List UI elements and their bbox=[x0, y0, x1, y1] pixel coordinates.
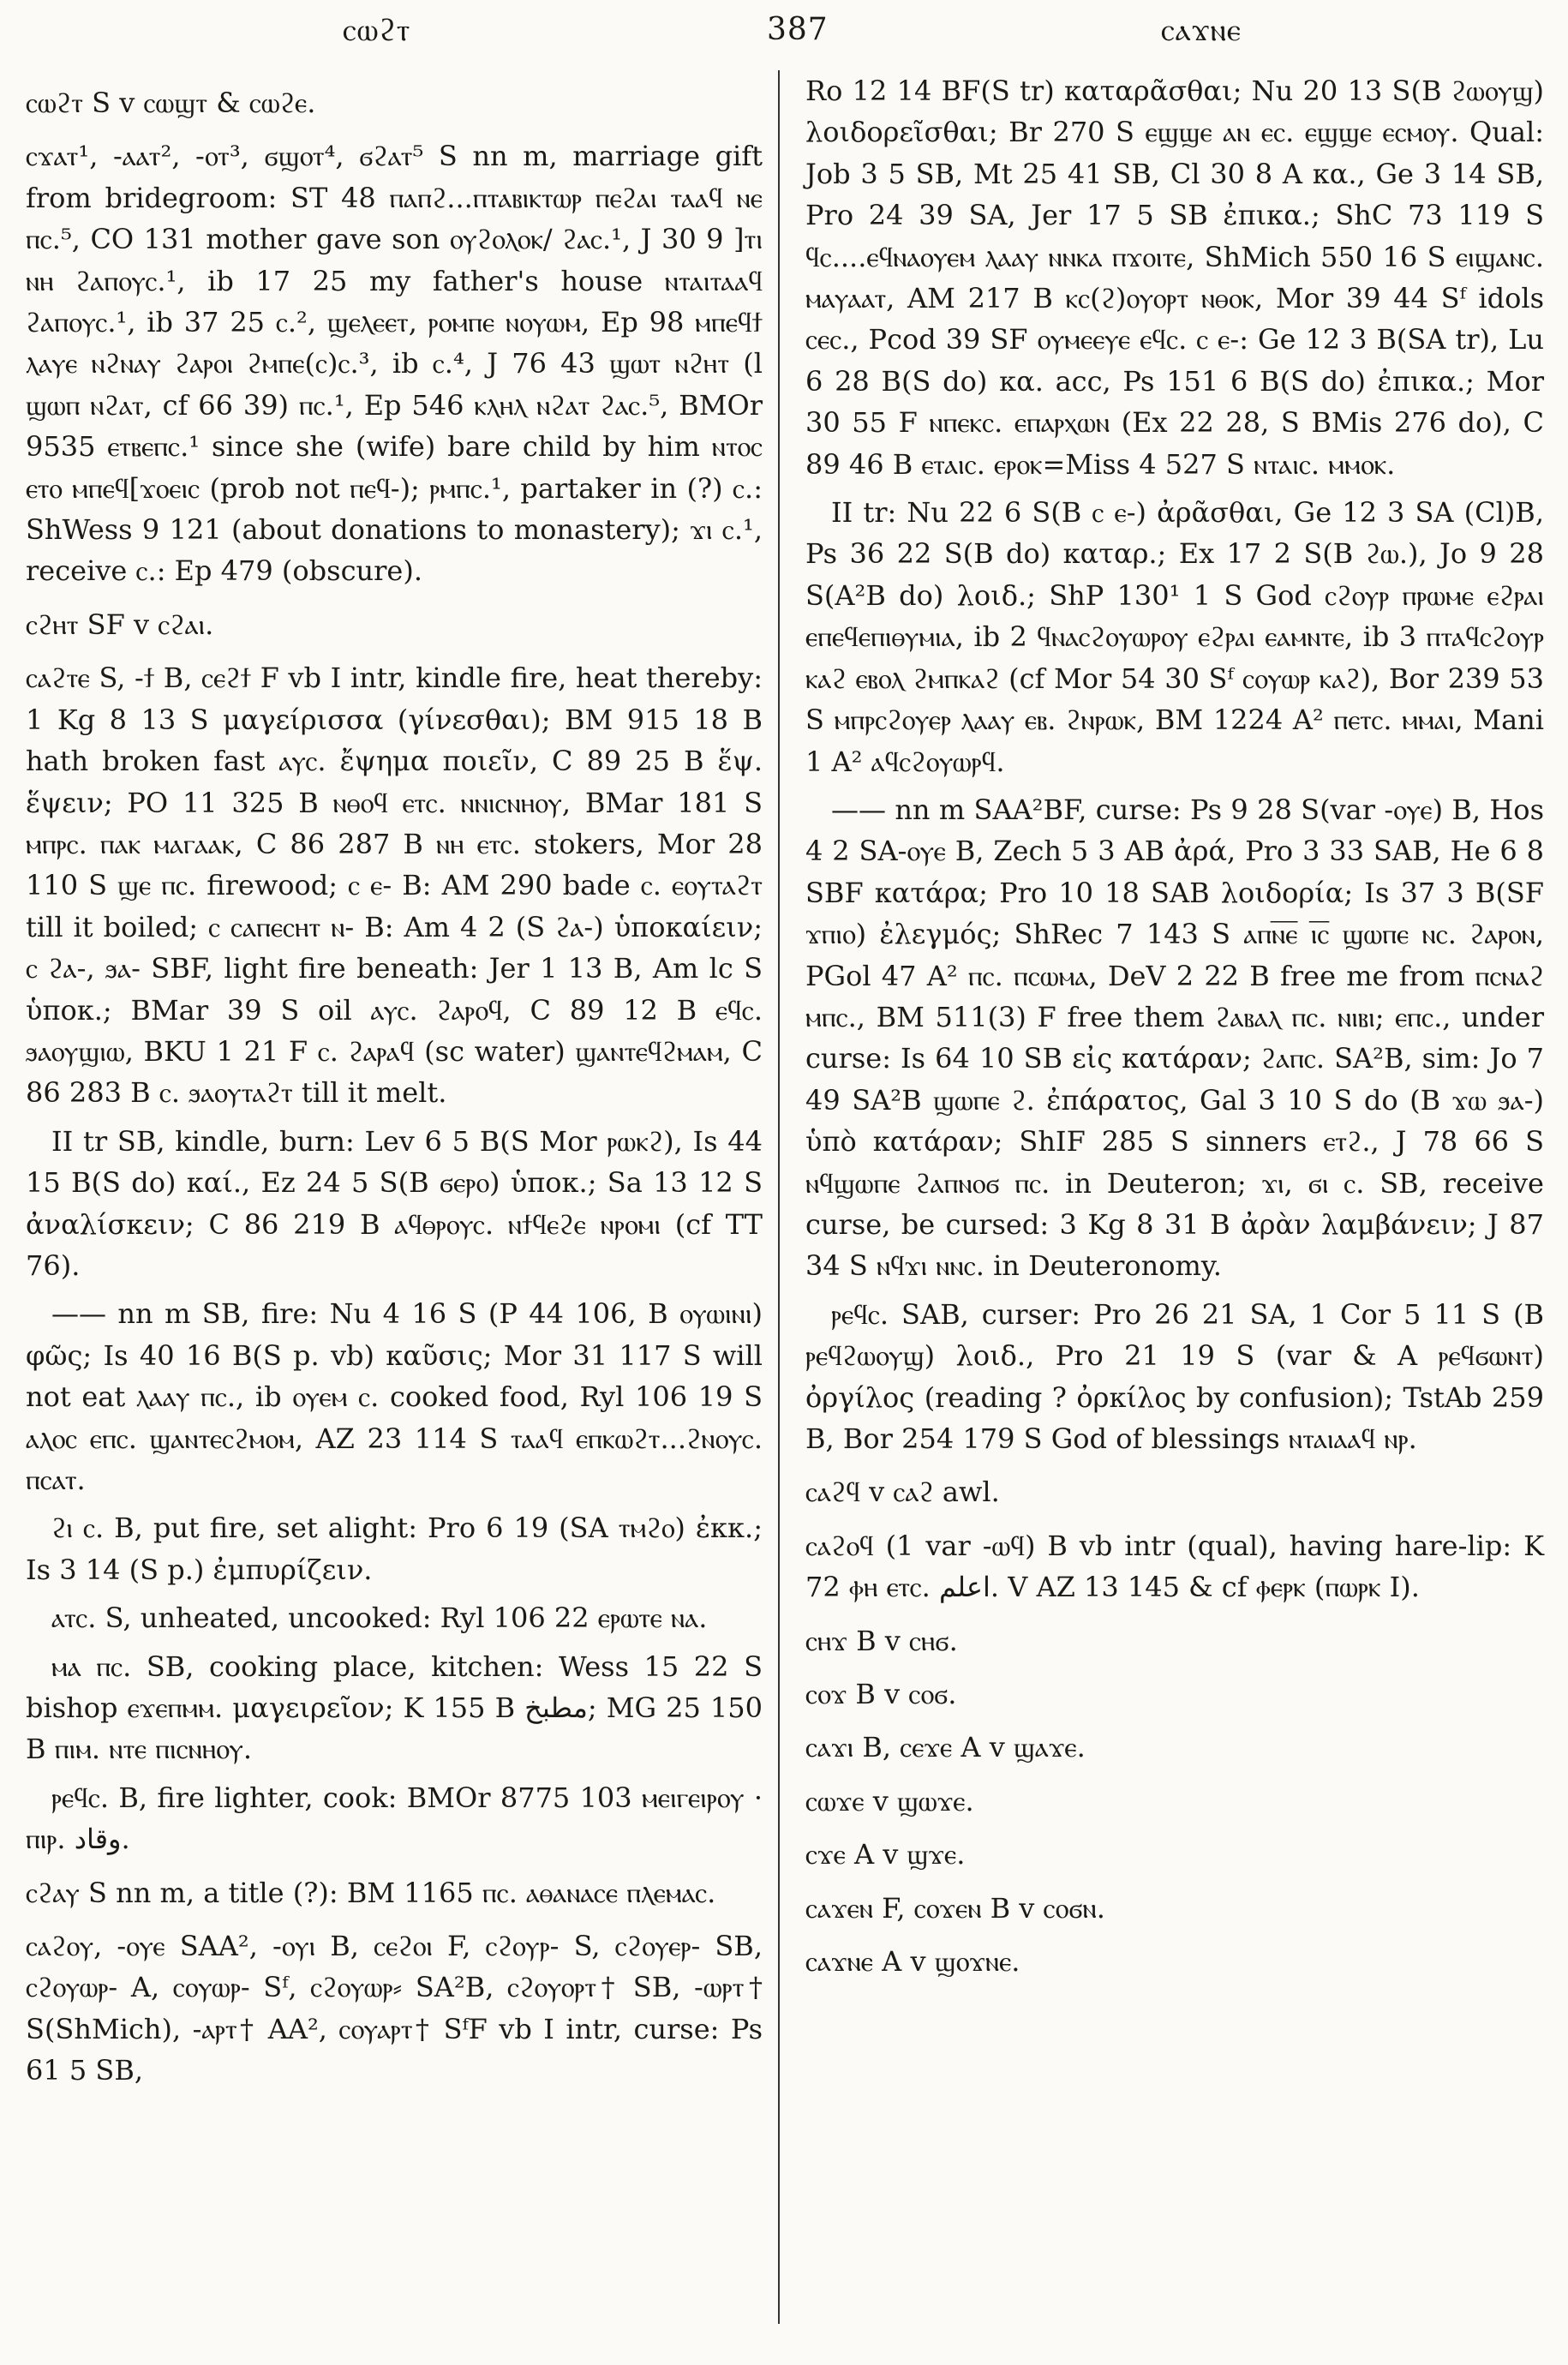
entry-sahte: ⲥⲁϩⲧⲉ S, -ϯ B, ⲥⲉϩϯ F vb I intr, kindle fire, heat thereby: 1 Kg 8 13 S μαγείρισσα (γίνεσθαι); BM 915 18 B hath broken fast ⲁⲩⲥ. ἔψημα ποιεῖν, C 89 25 B ἕψ. ἕψειν; PO 11 325 B ⲛⲑⲟϥ ⲉⲧⲥ. ⲛⲛⲓⲥⲛⲏⲟⲩ, BMar 181 S ⲙⲡⲣⲥ. ⲡⲁⲕ ⲙⲁⲅⲁⲁⲕ, C 86 287 B ⲛⲏ ⲉⲧⲥ. stokers, Mor 28 110 S ϣⲉ ⲡⲥ. firewood; ⲥ ⲉ- B: AM 290 bade ⲥ. ⲉⲟⲩⲧⲁϩⲧ till it boiled; ⲥ ⲥⲁⲡⲉⲥⲏⲧ ⲛ- B: Am 4 2 (S ϩⲁ-) ὑποκαίειν; ⲥ ϩⲁ-, ϧⲁ- SBF, light fire beneath: Jer 1 13 B, Am lc S ὑποκ.; BMar 39 S oil ⲁⲩⲥ. ϩⲁⲣⲟϥ, C 89 12 B ⲉϥⲥ. ϧⲁⲟⲩϣⲓⲱ, BKU 1 21 F ⲥ. ϩⲁⲣⲁϥ (sc water) ϣⲁⲛⲧⲉϥϩⲙⲁⲙ, C 86 283 B ⲥ. ϧⲁⲟⲩⲧⲁϩⲧ till it melt. bbox=[26, 662, 763, 1110]
entry-sahte-noun: —— nn m SB, fire: Nu 4 16 S (P 44 106, B ⲟⲩⲱⲓⲛⲓ) φῶς; Is 40 16 B(S p. vb) καῦσις; Mor 31 117 S will not eat ⲗⲁⲁⲩ ⲡⲥ., ib ⲟⲩⲉⲙ ⲥ. cooked food, Ryl 106 19 S ⲁⲗⲟⲥ ⲉⲡⲥ. ϣⲁⲛⲧⲉⲥϩⲙⲟⲙ, AZ 23 114 S ⲧⲁⲁϥ ⲉⲡⲕⲱϩⲧ...ϩⲛⲟⲩⲥ. ⲡⲥⲁⲧ. bbox=[26, 1297, 763, 1496]
page-header bbox=[26, 12, 1542, 63]
entry-shet: ⲥϩⲏⲧ SF v ⲥϩⲁⲓ. bbox=[26, 608, 214, 641]
page-number: 387 bbox=[767, 12, 829, 47]
entry-sahou-tr: II tr: Nu 22 6 S(B ⲥ ⲉ-) ἀρᾶσθαι, Ge 12 3 SA (Cl)B, Ps 36 22 S(B do) καταρ.; Ex 17 2 S(B ϩⲱ.), Jo 9 28 S(A²B do) λοιδ.; ShP 130¹ 1 S God ⲥϩⲟⲩⲣ ⲡⲣⲱⲙⲉ ⲉϩⲣⲁⲓ ⲉⲡⲉϥⲉⲡⲓⲑⲩⲙⲓⲁ, ib 2 ϥⲛⲁⲥϩⲟⲩⲱⲣⲟⲩ ⲉϩⲣⲁⲓ ⲉⲁⲙⲛⲧⲉ, ib 3 ⲡⲧⲁϥⲥϩⲟⲩⲣ ⲕⲁϩ ⲉⲃⲟⲗ ϩⲙⲡⲕⲁϩ (cf Mor 54 30 Sᶠ ⲥⲟⲩⲱⲣ ⲕⲁϩ), Bor 239 53 S ⲙⲡⲣⲥϩⲟⲩⲉⲣ ⲗⲁⲁⲩ ⲉⲃ. ϩⲛⲣⲱⲕ, BM 1224 A² ⲡⲉⲧⲥ. ⲙⲙⲁⲓ, Mani 1 A² ⲁϥⲥϩⲟⲩⲱⲣϥ. bbox=[805, 496, 1544, 778]
entry-sahou-cont: Ro 12 14 BF(S tr) καταρᾶσθαι; Nu 20 13 S(B ϩⲱⲟⲩϣ) λοιδορεῖσθαι; Br 270 S ⲉϣϣⲉ ⲁⲛ ⲉⲥ. ⲉϣϣⲉ ⲉⲥⲙⲟⲩ. Qual: Job 3 5 SB, Mt 25 41 SB, Cl 30 8 A κα., Ge 3 14 SB, Pro 24 39 SA, Jer 17 5 SB ἐπικα.; ShC 73 119 S ϥⲥ....ⲉϥⲛⲁⲟⲩⲉⲙ ⲗⲁⲁⲩ ⲛⲛⲕⲁ ⲡϫⲟⲓⲧⲉ, ShMich 550 16 S ⲉⲓϣⲁⲛⲥ. ⲙⲁⲩⲁⲁⲧ, AM 217 B ⲕⲥ(ϩ)ⲟⲩⲟⲣⲧ ⲛⲑⲟⲕ, Mor 39 44 Sᶠ idols ⲥⲉⲥ., Pcod 39 SF ⲟⲩⲙⲉⲉⲩⲉ ⲉϥⲥ. ⲥ ⲉ-: Ge 12 3 B(SA tr), Lu 6 28 B(S do) κα. acc, Ps 151 6 B(S do) ἐπικα.; Mor 30 55 F ⲛⲡⲉⲕⲥ. ⲉⲡⲁⲣⲭⲱⲛ (Ex 22 28, S BMis 276 do), C 89 46 B ⲉⲧⲁⲓⲥ. ⲉⲣⲟⲕ=Miss 4 527 S ⲛⲧⲁⲓⲥ. ⲙⲙⲟⲕ. bbox=[805, 75, 1544, 481]
entry-soch: ⲥⲟϫ B v ⲥⲟϭ. bbox=[805, 1678, 957, 1711]
right-column bbox=[805, 70, 1544, 1989]
entry-refs-curser: ⲣⲉϥⲥ. SAB, curser: Pro 26 21 SA, 1 Cor 5 11 S (B ⲣⲉϥϩⲱⲟⲩϣ) λοιδ., Pro 21 19 S (var & A ⲣⲉϥϭⲱⲛⲧ) ὀργίλος (reading ? ὀρκίλος by confusion); TstAb 259 B, Bor 254 179 S God of blessings ⲛⲧⲁⲓⲁⲁϥ ⲛⲣ. bbox=[805, 1297, 1544, 1455]
entry-sachne: ⲥⲁϫⲛⲉ A v ϣⲟϫⲛⲉ. bbox=[805, 1945, 1020, 1979]
entry-shau: ⲥϩⲁⲩ S nn m, a title (?): BM 1165 ⲡⲥ. ⲁⲑⲁⲛⲁⲥⲉ ⲡⲗⲉⲙⲁⲥ. bbox=[26, 1876, 716, 1909]
entry-sahou-noun: —— nn m SAA²BF, curse: Ps 9 28 S(var -ⲟⲩⲉ) B, Hos 4 2 SA-ⲟⲩⲉ B, Zech 5 3 AB ἀρά, Pro 3 33 SAB, He 6 8 SBF κατάρα; Pro 10 18 SAB λοιδορία; Is 37 3 B(SF ϫⲡⲓⲟ) ἐλεγμός; ShRec 7 143 S ⲁⲡⲛ̅ⲉ̅ ⲓ̅ⲥ̅ ϣⲱⲡⲉ ⲛⲥ. ϩⲁⲣⲟⲛ, PGol 47 A² ⲡⲥ. ⲡⲥⲱⲙⲁ, DeV 2 22 B free me from ⲡⲥⲛⲁϩ ⲙⲡⲥ., BM 511(3) F free them ϩⲁⲃⲁⲗ ⲡⲥ. ⲛⲓⲃⲓ; ⲉⲡⲥ., under curse: Is 64 10 SB εἰς κατάραν; ϩⲁⲡⲥ. SA²B, sim: Jo 7 49 SA²B ϣⲱⲡⲉ ϩ. ἐπάρατος, Gal 3 10 S do (B ϫⲱ ϧⲁ-) ὑπὸ κατάραν; ShIF 285 S sinners ⲉⲧϩ., J 78 66 S ⲛϥϣⲱⲡⲉ ϩⲁⲡⲛⲟϭ ⲡⲥ. in Deuteron; ϫⲓ, ϭⲓ ⲥ. SB, receive curse, be cursed: 3 Kg 8 31 B ἀρὰν λαμβάνειν; J 87 34 S ⲛϥϫⲓ ⲛⲛⲥ. in Deuteronomy. bbox=[805, 793, 1544, 1283]
left-column bbox=[26, 70, 763, 2099]
entry-schat: ⲥϫⲁⲧ¹, -ⲁⲁⲧ², -ⲟⲧ³, ϭϣⲟⲧ⁴, ϭϩⲁⲧ⁵ S nn m, marriage gift from bridegroom: ST 48 ⲡⲁⲡϩ...ⲡⲧⲁⲃⲓⲕⲧⲱⲣ ⲡⲉϩⲁⲓ ⲧⲁⲁϥ ⲛⲉ ⲡⲥ.⁵, CO 131 mother gave son ⲟⲩϩⲟⲗⲟⲕ/ ϩⲁⲥ.¹, J 30 9 ]ⲧⲓ ⲛⲏ ϩⲁⲡⲟⲩⲥ.¹, ib 17 25 my father's house ⲛⲧⲁⲓⲧⲁⲁϥ ϩⲁⲡⲟⲩⲥ.¹, ib 37 25 ⲥ.², ϣⲉⲗⲉⲉⲧ, ⲣⲟⲙⲡⲉ ⲛⲟⲩⲱⲙ, Ep 98 ⲙⲡⲉϥϯ ⲗⲁⲩⲉ ⲛϩⲛⲁⲩ ϩⲁⲣⲟⲓ ϩⲙⲡⲉ(ⲥ)ⲥ.³, ib ⲥ.⁴, J 76 43 ϣⲱⲧ ⲛϩⲏⲧ (l ϣⲱⲡ ⲛϩⲁⲧ, cf 66 39) ⲡⲥ.¹, Ep 546 ⲕⲗⲏⲗ ⲛϩⲁⲧ ϩⲁⲥ.⁵, BMOr 9535 ⲉⲧⲃⲉⲡⲥ.¹ since she (wife) bare child by him ⲛⲧⲟⲥ ⲉⲧⲟ ⲙⲡⲉϥ[ϫⲟⲉⲓⲥ (prob not ⲡⲉϥ-); ⲣⲙⲡⲥ.¹, partaker in (?) ⲥ.: ShWess 9 121 (about donations to monastery); ϫⲓ ⲥ.¹, receive ⲥ.: Ep 479 (obscure). bbox=[26, 140, 763, 588]
entry-sahte-tr: II tr SB, kindle, burn: Lev 6 5 B(S Mor ⲣⲱⲕϩ), Is 44 15 B(S do) καί., Ez 24 5 S(B ϭⲉⲣⲟ) ὑποκ.; Sa 13 12 S ἀναλίσκειν; C 86 219 B ⲁϥⲑⲣⲟⲩⲥ. ⲛϯϥⲉϩⲉ ⲛⲣⲟⲙⲓ (cf TT 76). bbox=[26, 1124, 763, 1282]
column-divider bbox=[778, 70, 780, 2324]
entry-refs: ⲣⲉϥⲥ. B, fire lighter, cook: BMOr 8775 103 ⲙⲉⲓⲅⲉⲓⲣⲟⲩ · ⲡⲓⲣ. وقاد. bbox=[26, 1781, 763, 1856]
entry-sahf: ⲥⲁϩϥ v ⲥⲁϩ awl. bbox=[805, 1476, 1000, 1509]
entry-sech: ⲥⲏϫ B v ⲥⲏϭ. bbox=[805, 1624, 958, 1657]
entry-sohat: ⲥⲱϩⲧ S v ⲥⲱϣⲧ & ⲥⲱϩⲉ. bbox=[26, 87, 316, 119]
entry-soche: ⲥⲱϫⲉ v ϣⲱϫⲉ. bbox=[805, 1784, 974, 1817]
header-right-entry: ⲥⲁϫⲛⲉ bbox=[1161, 13, 1242, 48]
entry-ats: ⲁⲧⲥ. S, unheated, uncooked: Ryl 106 22 ⲉⲣⲱⲧⲉ ⲛⲁ. bbox=[51, 1602, 708, 1635]
entry-hi-s: ϩⲓ ⲥ. B, put fire, set alight: Pro 6 19 (SA ⲧⲙϩⲟ) ἐκκ.; Is 3 14 (S p.) ἐμπυρίζειν. bbox=[26, 1512, 763, 1586]
entry-sachen: ⲥⲁϫⲉⲛ F, ⲥⲟϫⲉⲛ B v ⲥⲟϭⲛ. bbox=[805, 1891, 1105, 1925]
header-left-entry: ⲥⲱϩⲧ bbox=[343, 13, 411, 48]
entry-sahof: ⲥⲁϩⲟϥ (1 var -ⲱϥ) B vb intr (qual), having hare-lip: K 72 ⲫⲏ ⲉⲧⲥ. اعلم. V AZ 13 145 & cf ⲫⲉⲣⲕ (ⲡⲱⲣⲕ I). bbox=[805, 1529, 1544, 1604]
entry-sachi: ⲥⲁϫⲓ B, ⲥⲉϫⲉ A v ϣⲁϫⲉ. bbox=[805, 1731, 1086, 1764]
entry-sche: ⲥϫⲉ A v ϣϫⲉ. bbox=[805, 1838, 966, 1871]
entry-ma-ns: ⲙⲁ ⲡⲥ. SB, cooking place, kitchen: Wess 15 22 S bishop ⲉϫⲉⲡⲙⲙ. μαγειρεῖον; K 155 B مطبخ; MG 25 150 B ⲡⲓⲙ. ⲛⲧⲉ ⲡⲓⲥⲛⲏⲟⲩ. bbox=[26, 1650, 763, 1766]
entry-sahou: ⲥⲁϩⲟⲩ, -ⲟⲩⲉ SAA², -ⲟⲩⲓ B, ⲥⲉϩⲟⲓ F, ⲥϩⲟⲩⲣ- S, ⲥϩⲟⲩⲉⲣ- SB, ⲥϩⲟⲩⲱⲣ- A, ⲥⲟⲩⲱⲣ- Sᶠ, ⲥϩⲟⲩⲱⲣ⸗ SA²B, ⲥϩⲟⲩⲟⲣⲧ† SB, -ⲱⲣⲧ† S(ShMich), -ⲁⲣⲧ† AA², ⲥⲟⲩⲁⲣⲧ† SᶠF vb I intr, curse: Ps 61 5 SB, bbox=[26, 1930, 763, 2087]
